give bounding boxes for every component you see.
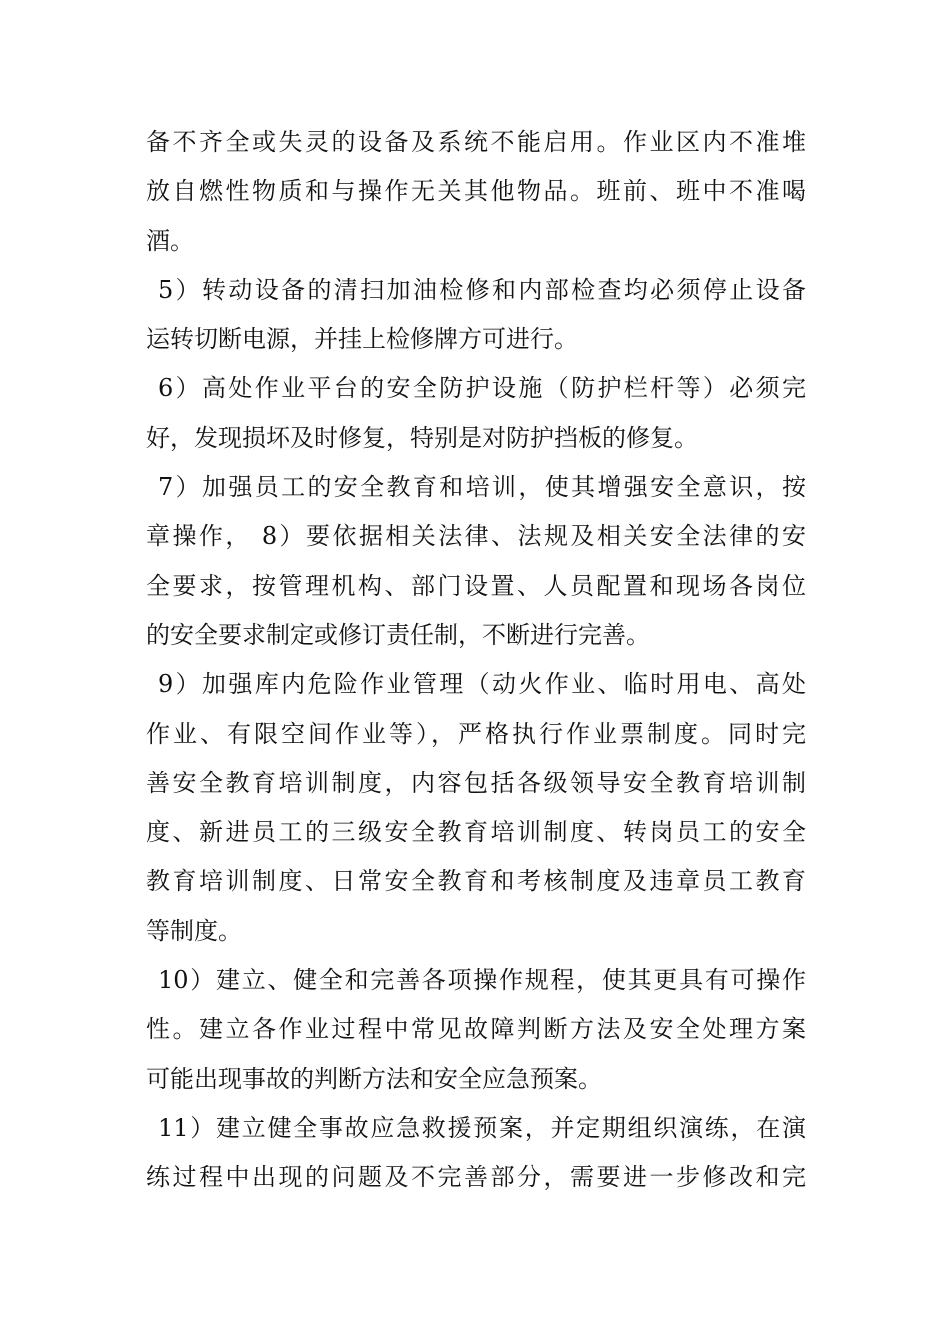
text-line: 放自燃性物质和与操作无关其他物品。班前、班中不准喝 xyxy=(146,177,806,206)
text-line: 全要求，按管理机构、部门设置、人员配置和现场各岗位 xyxy=(146,571,806,600)
text-line: 性。建立各作业过程中常见故障判断方法及安全处理方案 xyxy=(146,1015,806,1044)
text-line: 7）加强员工的安全教育和培训，使其增强安全意识，按 xyxy=(158,473,806,502)
text-line: 6）高处作业平台的安全防护设施（防护栏杆等）必须完 xyxy=(158,374,806,403)
text-line: 的安全要求制定或修订责任制，不断进行完善。 xyxy=(146,620,650,649)
text-line: 备不齐全或失灵的设备及系统不能启用。作业区内不准堆 xyxy=(146,128,806,156)
text-line: 练过程中出现的问题及不完善部分，需要进一步修改和完 xyxy=(146,1163,806,1192)
text-line: 度、新进员工的三级安全教育培训制度、转岗员工的安全 xyxy=(146,818,806,847)
text-line: 等制度。 xyxy=(146,916,242,945)
text-line: 10）建立、健全和完善各项操作规程，使其更具有可操作 xyxy=(158,966,806,995)
text-line: 11）建立健全事故应急救援预案，并定期组织演练，在演 xyxy=(158,1113,806,1142)
text-line: 教育培训制度、日常安全教育和考核制度及违章员工教育 xyxy=(146,867,806,896)
text-line: 运转切断电源，并挂上检修牌方可进行。 xyxy=(146,325,578,354)
document-body xyxy=(146,130,806,1215)
text-line: 酒。 xyxy=(146,226,194,255)
text-line: 好，发现损坏及时修复，特别是对防护挡板的修复。 xyxy=(146,423,698,452)
text-line: 可能出现事故的判断方法和安全应急预案。 xyxy=(146,1064,602,1093)
text-line: 9）加强库内危险作业管理（动火作业、临时用电、高处 xyxy=(158,670,806,699)
text-line: 善安全教育培训制度，内容包括各级领导安全教育培训制 xyxy=(146,768,806,797)
text-line: 章操作， 8）要依据相关法律、法规及相关安全法律的安 xyxy=(146,522,806,551)
text-line: 5）转动设备的清扫加油检修和内部检查均必须停止设备 xyxy=(158,275,806,304)
text-line: 作业、有限空间作业等），严格执行作业票制度。同时完 xyxy=(146,719,806,748)
